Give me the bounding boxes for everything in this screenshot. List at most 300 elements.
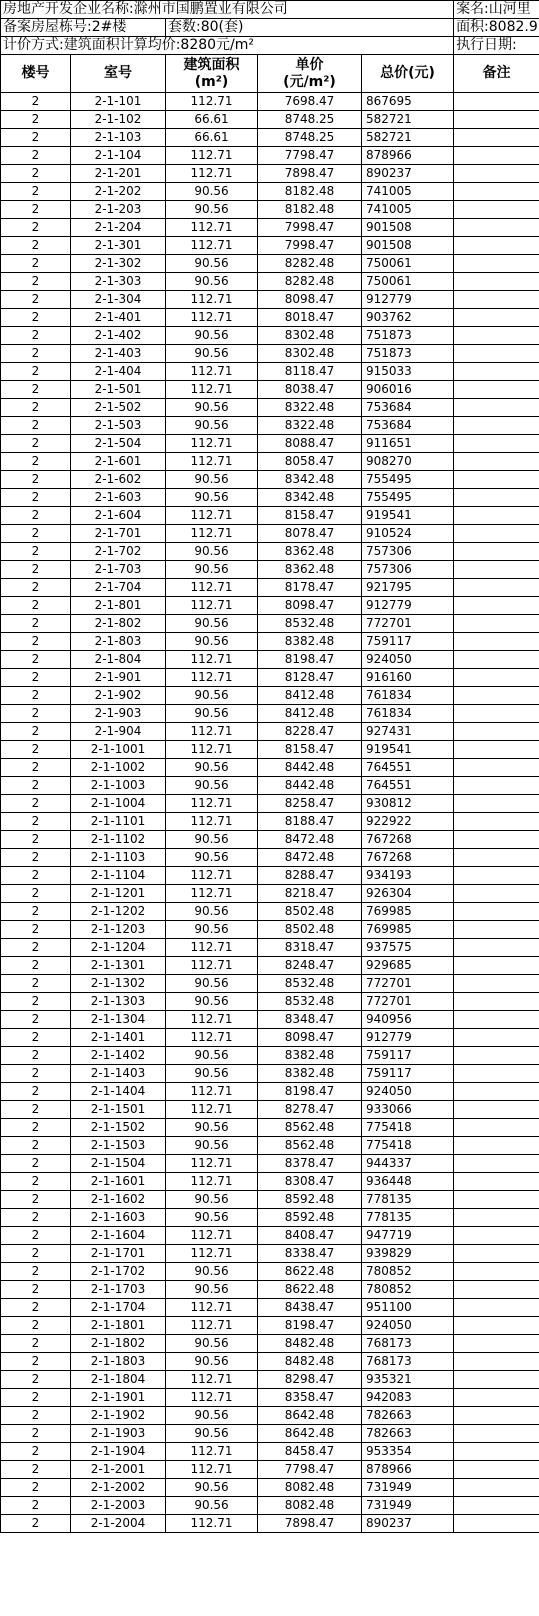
- cell-unit-price: 8098.47: [258, 597, 362, 615]
- cell-total: 933066: [362, 1101, 454, 1119]
- cell-area: 112.71: [166, 363, 258, 381]
- cell-total: 921795: [362, 579, 454, 597]
- cell-remark: [454, 1299, 539, 1317]
- cell-total: 908270: [362, 453, 454, 471]
- cell-building: 2: [1, 201, 71, 219]
- cell-unit-price: 7998.47: [258, 237, 362, 255]
- header-total: 总价(元): [362, 55, 454, 93]
- cell-unit-price: 8622.48: [258, 1281, 362, 1299]
- cell-area: 90.56: [166, 471, 258, 489]
- table-row: [1, 147, 539, 165]
- cell-building: 2: [1, 93, 71, 111]
- cell-unit-price: 7898.47: [258, 1515, 362, 1533]
- cell-building: 2: [1, 1515, 71, 1533]
- cell-remark: [454, 777, 539, 795]
- cell-remark: [454, 273, 539, 291]
- cell-area: 112.71: [166, 723, 258, 741]
- cell-building: 2: [1, 381, 71, 399]
- table-row: [1, 651, 539, 669]
- cell-remark: [454, 795, 539, 813]
- cell-unit-price: 8562.48: [258, 1137, 362, 1155]
- cell-room: 2-1-301: [71, 237, 166, 255]
- cell-remark: [454, 1263, 539, 1281]
- cell-remark: [454, 1389, 539, 1407]
- cell-remark: [454, 1515, 539, 1533]
- cell-total: 929685: [362, 957, 454, 975]
- cell-total: 867695: [362, 93, 454, 111]
- cell-room: 2-1-801: [71, 597, 166, 615]
- cell-unit-price: 8592.48: [258, 1209, 362, 1227]
- cell-building: 2: [1, 651, 71, 669]
- cell-remark: [454, 1407, 539, 1425]
- cell-area: 112.71: [166, 867, 258, 885]
- cell-unit-price: 8248.47: [258, 957, 362, 975]
- cell-room: 2-1-1803: [71, 1353, 166, 1371]
- cell-unit-price: 8218.47: [258, 885, 362, 903]
- cell-total: 890237: [362, 165, 454, 183]
- cell-room: 2-1-1003: [71, 777, 166, 795]
- cell-area: 112.71: [166, 1245, 258, 1263]
- cell-unit-price: 8278.47: [258, 1101, 362, 1119]
- cell-room: 2-1-1102: [71, 831, 166, 849]
- table-row: [1, 1011, 539, 1029]
- cell-building: 2: [1, 1497, 71, 1515]
- cell-total: 782663: [362, 1425, 454, 1443]
- cell-area: 90.56: [166, 1191, 258, 1209]
- cell-unit-price: 8562.48: [258, 1119, 362, 1137]
- cell-room: 2-1-1401: [71, 1029, 166, 1047]
- cell-room: 2-1-1801: [71, 1317, 166, 1335]
- table-row: [1, 1029, 539, 1047]
- cell-unit-price: 8118.47: [258, 363, 362, 381]
- cell-area: 112.71: [166, 795, 258, 813]
- cell-remark: [454, 201, 539, 219]
- table-row: [1, 615, 539, 633]
- cell-total: 780852: [362, 1281, 454, 1299]
- table-row: [1, 93, 539, 111]
- cell-total: 924050: [362, 1083, 454, 1101]
- cell-remark: [454, 111, 539, 129]
- table-row: [1, 291, 539, 309]
- table-row: [1, 219, 539, 237]
- cell-unit-price: 8642.48: [258, 1425, 362, 1443]
- cell-total: 772701: [362, 615, 454, 633]
- cell-room: 2-1-1901: [71, 1389, 166, 1407]
- cell-unit-price: 8382.48: [258, 1047, 362, 1065]
- cell-remark: [454, 507, 539, 525]
- cell-total: 778135: [362, 1209, 454, 1227]
- cell-total: 906016: [362, 381, 454, 399]
- cell-building: 2: [1, 1335, 71, 1353]
- cell-remark: [454, 417, 539, 435]
- cell-area: 112.71: [166, 813, 258, 831]
- cell-room: 2-1-1004: [71, 795, 166, 813]
- cell-room: 2-1-902: [71, 687, 166, 705]
- cell-room: 2-1-1704: [71, 1299, 166, 1317]
- cell-building: 2: [1, 363, 71, 381]
- cell-room: 2-1-704: [71, 579, 166, 597]
- table-row: [1, 1515, 539, 1533]
- cell-total: 741005: [362, 201, 454, 219]
- cell-unit-price: 8088.47: [258, 435, 362, 453]
- cell-area: 112.71: [166, 669, 258, 687]
- cell-remark: [454, 525, 539, 543]
- cell-unit-price: 8318.47: [258, 939, 362, 957]
- developer-cell: [1, 1, 454, 19]
- table-row: [1, 669, 539, 687]
- cell-room: 2-1-1202: [71, 903, 166, 921]
- cell-total: 926304: [362, 885, 454, 903]
- cell-remark: [454, 561, 539, 579]
- table-row: [1, 165, 539, 183]
- building-value: 2#楼: [91, 19, 127, 35]
- cell-remark: [454, 723, 539, 741]
- cell-unit-price: 8198.47: [258, 651, 362, 669]
- cell-total: 940956: [362, 1011, 454, 1029]
- cell-room: 2-1-701: [71, 525, 166, 543]
- cell-total: 878966: [362, 1461, 454, 1479]
- cell-unit-price: 8078.47: [258, 525, 362, 543]
- cell-room: 2-1-101: [71, 93, 166, 111]
- cell-remark: [454, 291, 539, 309]
- cell-remark: [454, 939, 539, 957]
- table-row: [1, 885, 539, 903]
- cell-unit-price: 8358.47: [258, 1389, 362, 1407]
- table-row: [1, 273, 539, 291]
- cell-remark: [454, 1155, 539, 1173]
- cell-area: 112.71: [166, 147, 258, 165]
- cell-unit-price: 8442.48: [258, 759, 362, 777]
- cell-remark: [454, 489, 539, 507]
- header-remark: 备注: [454, 55, 539, 93]
- cell-remark: [454, 741, 539, 759]
- cell-remark: [454, 651, 539, 669]
- cell-unit-price: 8302.48: [258, 345, 362, 363]
- cell-total: 947719: [362, 1227, 454, 1245]
- table-row: [1, 1317, 539, 1335]
- cell-room: 2-1-502: [71, 399, 166, 417]
- cell-area: 112.71: [166, 651, 258, 669]
- cell-room: 2-1-1501: [71, 1101, 166, 1119]
- cell-area: 90.56: [166, 1425, 258, 1443]
- cell-unit-price: 8362.48: [258, 561, 362, 579]
- cell-total: 750061: [362, 255, 454, 273]
- cell-room: 2-1-1602: [71, 1191, 166, 1209]
- cell-room: 2-1-1702: [71, 1263, 166, 1281]
- cell-unit-price: 7798.47: [258, 1461, 362, 1479]
- cell-remark: [454, 993, 539, 1011]
- cell-building: 2: [1, 561, 71, 579]
- cell-total: 764551: [362, 777, 454, 795]
- cell-area: 112.71: [166, 309, 258, 327]
- cell-total: 767268: [362, 831, 454, 849]
- table-row: [1, 309, 539, 327]
- table-row: [1, 1299, 539, 1317]
- cell-building: 2: [1, 1461, 71, 1479]
- area-total: 面积:8082.9: [454, 19, 539, 37]
- cell-room: 2-1-204: [71, 219, 166, 237]
- cell-remark: [454, 453, 539, 471]
- cell-building: 2: [1, 489, 71, 507]
- cell-remark: [454, 471, 539, 489]
- cell-total: 919541: [362, 507, 454, 525]
- cell-unit-price: 7898.47: [258, 165, 362, 183]
- cell-room: 2-1-2001: [71, 1461, 166, 1479]
- cell-total: 936448: [362, 1173, 454, 1191]
- cell-remark: [454, 93, 539, 111]
- cell-room: 2-1-503: [71, 417, 166, 435]
- cell-area: 112.71: [166, 381, 258, 399]
- cell-remark: [454, 543, 539, 561]
- cell-room: 2-1-1802: [71, 1335, 166, 1353]
- cell-unit-price: 8182.48: [258, 183, 362, 201]
- cell-building: 2: [1, 579, 71, 597]
- cell-total: 782663: [362, 1407, 454, 1425]
- cell-unit-price: 8038.47: [258, 381, 362, 399]
- cell-area: 66.61: [166, 129, 258, 147]
- header-room: 室号: [71, 55, 166, 93]
- cell-remark: [454, 1245, 539, 1263]
- cell-area: 90.56: [166, 849, 258, 867]
- table-row: [1, 381, 539, 399]
- cell-building: 2: [1, 921, 71, 939]
- cell-area: 112.71: [166, 1389, 258, 1407]
- cell-total: 922922: [362, 813, 454, 831]
- table-row: [1, 507, 539, 525]
- cell-room: 2-1-1402: [71, 1047, 166, 1065]
- cell-remark: [454, 1065, 539, 1083]
- table-row: [1, 813, 539, 831]
- info-row-2: [1, 19, 539, 37]
- cell-remark: [454, 849, 539, 867]
- cell-remark: [454, 1047, 539, 1065]
- table-row: [1, 777, 539, 795]
- cell-area: 112.71: [166, 435, 258, 453]
- cell-total: 912779: [362, 1029, 454, 1047]
- cell-remark: [454, 579, 539, 597]
- cell-room: 2-1-1204: [71, 939, 166, 957]
- table-row: [1, 1371, 539, 1389]
- table-row: [1, 1461, 539, 1479]
- cell-total: 930812: [362, 795, 454, 813]
- table-row: [1, 1353, 539, 1371]
- cell-total: 951100: [362, 1299, 454, 1317]
- cell-unit-price: 8438.47: [258, 1299, 362, 1317]
- table-row: [1, 597, 539, 615]
- cell-unit-price: 8258.47: [258, 795, 362, 813]
- cell-unit-price: 8482.48: [258, 1335, 362, 1353]
- cell-area: 112.71: [166, 507, 258, 525]
- units-label: 套数:: [168, 19, 201, 35]
- cell-area: 112.71: [166, 1371, 258, 1389]
- cell-total: 759117: [362, 1065, 454, 1083]
- cell-room: 2-1-103: [71, 129, 166, 147]
- table-row: [1, 1119, 539, 1137]
- cell-room: 2-1-303: [71, 273, 166, 291]
- cell-total: 911651: [362, 435, 454, 453]
- cell-area: 112.71: [166, 579, 258, 597]
- cell-total: 731949: [362, 1479, 454, 1497]
- cell-remark: [454, 165, 539, 183]
- cell-building: 2: [1, 1281, 71, 1299]
- cell-building: 2: [1, 885, 71, 903]
- cell-building: 2: [1, 993, 71, 1011]
- cell-total: 731949: [362, 1497, 454, 1515]
- cell-unit-price: 8382.48: [258, 633, 362, 651]
- cell-remark: [454, 867, 539, 885]
- cell-room: 2-1-1701: [71, 1245, 166, 1263]
- cell-unit-price: 8198.47: [258, 1083, 362, 1101]
- cell-total: 751873: [362, 345, 454, 363]
- cell-total: 582721: [362, 129, 454, 147]
- cell-total: 912779: [362, 291, 454, 309]
- cell-total: 937575: [362, 939, 454, 957]
- cell-room: 2-1-1104: [71, 867, 166, 885]
- cell-building: 2: [1, 813, 71, 831]
- cell-building: 2: [1, 1119, 71, 1137]
- cell-room: 2-1-102: [71, 111, 166, 129]
- cell-area: 112.71: [166, 1101, 258, 1119]
- cell-room: 2-1-1903: [71, 1425, 166, 1443]
- cell-building: 2: [1, 237, 71, 255]
- table-row: [1, 363, 539, 381]
- cell-unit-price: 8182.48: [258, 201, 362, 219]
- cell-remark: [454, 1101, 539, 1119]
- header-row: [1, 55, 539, 93]
- cell-unit-price: 8382.48: [258, 1065, 362, 1083]
- cell-remark: [454, 255, 539, 273]
- table-row: [1, 201, 539, 219]
- cell-building: 2: [1, 183, 71, 201]
- cell-total: 778135: [362, 1191, 454, 1209]
- cell-building: 2: [1, 327, 71, 345]
- cell-unit-price: 8322.48: [258, 417, 362, 435]
- cell-building: 2: [1, 1407, 71, 1425]
- cell-building: 2: [1, 1029, 71, 1047]
- cell-total: 768173: [362, 1353, 454, 1371]
- cell-total: 775418: [362, 1137, 454, 1155]
- cell-total: 757306: [362, 543, 454, 561]
- cell-total: 780852: [362, 1263, 454, 1281]
- table-row: [1, 723, 539, 741]
- cell-room: 2-1-1902: [71, 1407, 166, 1425]
- cell-room: 2-1-1001: [71, 741, 166, 759]
- cell-unit-price: 8082.48: [258, 1479, 362, 1497]
- cell-area: 90.56: [166, 1263, 258, 1281]
- cell-total: 924050: [362, 651, 454, 669]
- cell-area: 90.56: [166, 417, 258, 435]
- cell-total: 910524: [362, 525, 454, 543]
- table-row: [1, 1209, 539, 1227]
- table-row: [1, 345, 539, 363]
- cell-total: 919541: [362, 741, 454, 759]
- cell-unit-price: 8308.47: [258, 1173, 362, 1191]
- cell-building: 2: [1, 849, 71, 867]
- cell-area: 90.56: [166, 201, 258, 219]
- cell-area: 90.56: [166, 543, 258, 561]
- cell-building: 2: [1, 507, 71, 525]
- cell-area: 90.56: [166, 921, 258, 939]
- cell-building: 2: [1, 669, 71, 687]
- cell-building: 2: [1, 417, 71, 435]
- cell-area: 112.71: [166, 453, 258, 471]
- table-row: [1, 237, 539, 255]
- building-cell: [1, 19, 166, 37]
- cell-remark: [454, 381, 539, 399]
- table-row: [1, 435, 539, 453]
- cell-room: 2-1-1303: [71, 993, 166, 1011]
- cell-area: 90.56: [166, 1407, 258, 1425]
- cell-unit-price: 8288.47: [258, 867, 362, 885]
- cell-room: 2-1-1203: [71, 921, 166, 939]
- cell-area: 112.71: [166, 1461, 258, 1479]
- cell-building: 2: [1, 1425, 71, 1443]
- cell-room: 2-1-104: [71, 147, 166, 165]
- cell-building: 2: [1, 903, 71, 921]
- cell-remark: [454, 1443, 539, 1461]
- cell-area: 90.56: [166, 687, 258, 705]
- cell-unit-price: 8348.47: [258, 1011, 362, 1029]
- cell-building: 2: [1, 1227, 71, 1245]
- header-area: 建筑面积 (m²): [166, 55, 258, 93]
- table-row: [1, 1281, 539, 1299]
- cell-remark: [454, 669, 539, 687]
- cell-unit-price: 8472.48: [258, 849, 362, 867]
- developer-label: 房地产开发企业名称:: [3, 1, 134, 17]
- cell-remark: [454, 1011, 539, 1029]
- cell-area: 112.71: [166, 1083, 258, 1101]
- cell-unit-price: 8458.47: [258, 1443, 362, 1461]
- cell-room: 2-1-904: [71, 723, 166, 741]
- cell-remark: [454, 1425, 539, 1443]
- cell-room: 2-1-601: [71, 453, 166, 471]
- table-row: [1, 183, 539, 201]
- cell-unit-price: 8322.48: [258, 399, 362, 417]
- cell-area: 90.56: [166, 255, 258, 273]
- cell-remark: [454, 219, 539, 237]
- table-row: [1, 903, 539, 921]
- cell-unit-price: 8378.47: [258, 1155, 362, 1173]
- cell-building: 2: [1, 471, 71, 489]
- cell-building: 2: [1, 435, 71, 453]
- cell-unit-price: 8338.47: [258, 1245, 362, 1263]
- cell-building: 2: [1, 1209, 71, 1227]
- cell-unit-price: 8198.47: [258, 1317, 362, 1335]
- cell-building: 2: [1, 309, 71, 327]
- cell-total: 769985: [362, 903, 454, 921]
- cell-building: 2: [1, 687, 71, 705]
- cell-remark: [454, 957, 539, 975]
- cell-area: 66.61: [166, 111, 258, 129]
- cell-unit-price: 8282.48: [258, 255, 362, 273]
- cell-total: 939829: [362, 1245, 454, 1263]
- cell-remark: [454, 921, 539, 939]
- cell-building: 2: [1, 129, 71, 147]
- cell-unit-price: 8532.48: [258, 993, 362, 1011]
- cell-room: 2-1-802: [71, 615, 166, 633]
- cell-room: 2-1-402: [71, 327, 166, 345]
- table-row: [1, 327, 539, 345]
- cell-room: 2-1-2002: [71, 1479, 166, 1497]
- cell-building: 2: [1, 1155, 71, 1173]
- cell-area: 112.71: [166, 957, 258, 975]
- cell-unit-price: 8442.48: [258, 777, 362, 795]
- cell-total: 767268: [362, 849, 454, 867]
- table-row: [1, 939, 539, 957]
- cell-total: 901508: [362, 219, 454, 237]
- cell-remark: [454, 399, 539, 417]
- cell-unit-price: 8082.48: [258, 1497, 362, 1515]
